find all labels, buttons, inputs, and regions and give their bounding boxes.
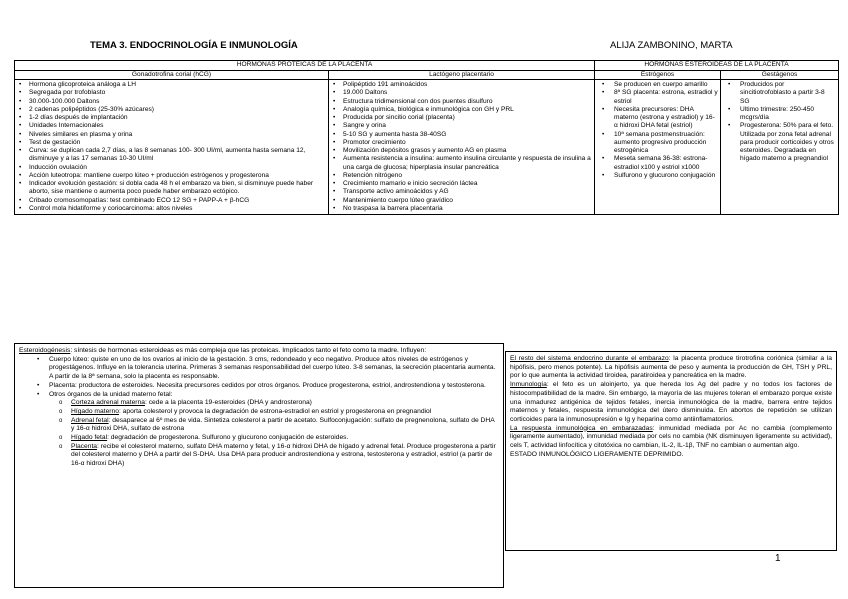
list-item: • Niveles similares en plasma y orina bbox=[17, 131, 326, 139]
endocrine-text: : la placenta produce tirotrofina coriónica (similar a la hipófisis, pero menos potente). La hipófisis aumenta de peso y aumenta la producción de GH, TSH y PRL, por lo que aumenta la actividad tiroidea, paratiroidea y pancreática en la madre. bbox=[510, 355, 832, 380]
list-item bbox=[59, 399, 499, 408]
document-author: ALIJA ZAMBONINO, MARTA bbox=[610, 40, 733, 51]
lactogen-list bbox=[331, 81, 592, 213]
lactogen-cell bbox=[329, 80, 595, 215]
fetal-liver-label: Hígado fetal bbox=[71, 434, 108, 442]
list-item bbox=[59, 443, 499, 469]
list-item: • Acción luteotropa: mantiene cuerpo lúteo + producción estrógenos y progesterona bbox=[17, 172, 326, 180]
immunology-paragraph bbox=[510, 381, 832, 425]
list-item: • Mantenimiento cuerpo lúteo gravídico bbox=[331, 197, 592, 205]
immunology-text: : el feto es un aloinjerto, ya que hereda los Ag del padre y no todos los factores de histocompatibilidad de la madre. Sin embargo, la mayoría de las mujeres toleran el embarazo porque existe una inmadurez antigénica de tejidos fetales, inercia inmunológica de la madre, barrera entre tejidos maternos y fetales, respuesta inmunológica del útero disminuida. En abortos de repetición se utilizan corticoides para la inmunosupresión e Ig y heparina como antiinflamatorios. bbox=[510, 381, 832, 423]
steroid-hormones-header: HORMONAS ESTEROIDEAS DE LA PLACENTA bbox=[595, 61, 839, 71]
gestagen-column-header: Gestágenos bbox=[721, 70, 839, 80]
list-item: • Indicador evolución gestación: si dobla cada 48 h el embarazo va bien, si disminuye puede haber aborto, sise mantiene o aumenta poco puede haber embarazo ectópico. bbox=[17, 180, 326, 197]
list-item: • Estructura tridimensional con dos puentes disulfuro bbox=[331, 98, 592, 106]
page-number: 1 bbox=[775, 553, 781, 564]
corpus-luteum-label: Cuerpo lúteo bbox=[49, 355, 88, 363]
list-item: • Analogía química, biológica e inmunológica con GH y PRL bbox=[331, 106, 592, 114]
steroidogenesis-intro-text: : síntesis de hormonas esteroideas es más compleja que las proteicas. Implicados tanto el feto como la madre. Influyen: bbox=[70, 347, 427, 354]
list-item: • 10ª semana postmenstruación: aumento progresivo producción estrogénica bbox=[597, 131, 718, 156]
list-item: • Polipéptido 191 aminoácidos bbox=[331, 81, 592, 89]
list-item: • Movilización depósitos grasos y aumento AG en plasma bbox=[331, 147, 592, 155]
steroid-sources-list bbox=[37, 356, 499, 469]
list-item: • Producidos por sincitiotrofoblasto a partir 3-8 SG bbox=[723, 81, 836, 106]
immune-response-text: : inmunidad mediada por Ac no cambia (complemento ligeramente aumentado), inmunidad mediada por cels no cambia (NK disminuyen ligeramente su actividad), cels T, actividad linfocítica y citotóxica no cambian, IL-2, IL-1β, TNF no cambian o aumentan algo. bbox=[510, 424, 833, 450]
list-item: • Transporte activo aminoácidos y AG bbox=[331, 188, 592, 196]
list-item: • No traspasa la barrera placentaria bbox=[331, 205, 592, 213]
list-item: • Meseta semana 36-38: estrona-estradiol x100 y estriol x1000 bbox=[597, 155, 718, 172]
placenta-sub-label: Placenta bbox=[71, 442, 98, 450]
list-item: • Curva: se duplican cada 2,7 días, a las 8 semanas 100- 300 UI/ml, aumenta hasta semana 12, disminuye y a las 17 semanas 10-30 UI/ml bbox=[17, 147, 326, 164]
hcg-list bbox=[17, 81, 326, 213]
placenta-label: Placenta bbox=[49, 381, 76, 389]
steroidogenesis-intro bbox=[19, 347, 499, 356]
hcg-cell bbox=[15, 80, 329, 215]
document-title: TEMA 3. ENDOCRINOLOGÍA E INMUNOLOGÍA bbox=[90, 40, 298, 51]
hcg-column-header: Gonadotrofina corial (hCG) bbox=[15, 70, 329, 80]
list-item: • Promotor crecimiento bbox=[331, 139, 592, 147]
gestagen-list bbox=[723, 81, 836, 164]
list-item: • 30.000-100.000 Daltons bbox=[17, 98, 326, 106]
protein-hormones-header: HORMONAS PROTEICAS DE LA PLACENTA bbox=[15, 61, 595, 71]
list-item: • Se producen en cuerpo amarillo bbox=[597, 81, 718, 89]
other-organs-text: : bbox=[170, 390, 173, 398]
steroidogenesis-box bbox=[14, 343, 504, 588]
placenta-text: : productora de esteroides. Necesita precursores cedidos por otros órganos. Produce progesterona, estriol, androstendiona y testosterona. bbox=[75, 381, 486, 389]
list-item: • 5-10 SG y aumenta hasta 38-40SG bbox=[331, 131, 592, 139]
list-item bbox=[59, 434, 499, 443]
immune-response-term: La respuesta inmunológica en embarazadas bbox=[510, 424, 653, 432]
placental-hormones-table bbox=[14, 60, 839, 215]
list-item: • Aumenta resistencia a insulina: aumento insulina circulante y respuesta de insulina a una carga de glucosa; hiperplasia insular pancreática bbox=[331, 155, 592, 172]
immunology-term: Inmunología bbox=[510, 381, 547, 389]
corpus-luteum-text: : quiste en uno de los ovarios al inicio de la gestación. 3 cms, redondeado y eco negativo. Produce altos niveles de estrógenos y progestágenos. Influye en la tolerancia uterina. Primeras 3 semanas responsabilidad del cuerpo lúteo. 3-8 semanas, la secreción placentaria aumenta. A partir de la 8ª semana, solo la placenta es responsable. bbox=[49, 355, 496, 381]
list-item: • Cribado cromosomopatías: test combinado ECO 12 SG + PAPP-A + β-hCG bbox=[17, 197, 326, 205]
list-item: • Progesterona: 50% para el feto. Utilizada por zona fetal adrenal para producir corticoides y otros esteroides. Degradada en hígado materno a pregnandiol bbox=[723, 122, 836, 163]
list-item bbox=[37, 382, 499, 391]
list-item bbox=[59, 417, 499, 434]
list-item: • Sangre y orina bbox=[331, 122, 592, 130]
estrogen-cell bbox=[595, 80, 721, 215]
maternal-adrenal-label: Corteza adrenal materna bbox=[71, 399, 145, 407]
estrogen-column-header: Estrógenos bbox=[595, 70, 721, 80]
list-item: • 1-2 días después de implantación bbox=[17, 114, 326, 122]
list-item bbox=[59, 408, 499, 417]
endocrine-paragraph bbox=[510, 355, 832, 381]
list-item: • Segregada por trofoblasto bbox=[17, 89, 326, 97]
list-item: • Necesita precursores: DHA materno (estrona y estradiol) y 16-α hidroxi DHA fetal (estriol) bbox=[597, 106, 718, 131]
list-item: • Unidades Internacionales bbox=[17, 122, 326, 130]
lactogen-column-header: Lactógeno placentario bbox=[329, 70, 595, 80]
list-item: • Inducción ovulación bbox=[17, 164, 326, 172]
list-item: • 19.000 Daltons bbox=[331, 89, 592, 97]
fetal-liver-text: : degradación de progesterona. Sulfurono y glucurono conjugación de esteroides. bbox=[107, 434, 349, 442]
gestagen-cell bbox=[721, 80, 839, 215]
list-item: • Sulfurono y glucurono conjugación bbox=[597, 172, 718, 180]
estrogen-list bbox=[597, 81, 718, 180]
list-item: • Test de gestación bbox=[17, 139, 326, 147]
list-item bbox=[37, 356, 499, 382]
list-item bbox=[37, 391, 499, 469]
list-item: • Control mola hidatiforme y coriocarcinoma: altos niveles bbox=[17, 205, 326, 213]
placenta-sub-text: : recibe el colesterol materno, sulfato DHA materno y fetal, y 16-α hidroxi DHA de hígado y adrenal fetal. Produce progesterona a partir del colesterol materno y DHA a partir del S-DHA. Usa DHA para producir androstendiona y estrona, testosterona y estradiol, estriol (a partir de 16-α hidroxi DHA) bbox=[71, 442, 496, 468]
list-item: • Hormona glicoproteica análoga a LH bbox=[17, 81, 326, 89]
immune-state-conclusion: ESTADO INMUNOLÓGICO LIGERAMENTE DEPRIMIDO. bbox=[510, 450, 684, 458]
maternal-adrenal-text: : cede a la placenta 19-esteroides (DHA y androsterona) bbox=[144, 399, 312, 407]
immune-response-paragraph bbox=[510, 425, 832, 451]
other-organs-label: Otros órganos de la unidad materno fetal bbox=[49, 390, 171, 398]
fetal-adrenal-label: Adrenal fetal bbox=[71, 416, 109, 424]
immunology-box bbox=[505, 351, 837, 551]
fetal-adrenal-text: : desaparece al 6º mes de vida. Sintetiza colesterol a partir de acetato. Sulfoconjugación: sulfato de pregnenolona, sulfato de DHA y 16-α hidroxi DHA, sulfato de estrona bbox=[71, 416, 495, 433]
maternal-liver-text: : aporta colesterol y provoca la degradación de estrona-estradiol en estriol y progesterona en pregnandiol bbox=[118, 407, 432, 415]
list-item: • 2 cadenas polipéptidos (25-30% azúcares) bbox=[17, 106, 326, 114]
list-item: • Producida por sincitio corial (placenta) bbox=[331, 114, 592, 122]
list-item: • Crecimiento mamario e inicio secreción láctea bbox=[331, 180, 592, 188]
list-item: • Retención nitrógeno bbox=[331, 172, 592, 180]
list-item: • 8ª SG placenta: estrona, estradiol y estriol bbox=[597, 89, 718, 106]
endocrine-term: El resto del sistema endocrino durante el embarazo bbox=[510, 355, 669, 362]
steroidogenesis-term: Esteroidogénesis bbox=[19, 347, 71, 354]
other-organs-sublist bbox=[59, 399, 499, 469]
list-item: • Ultimo trimestre: 250-450 mcgrs/día bbox=[723, 106, 836, 123]
maternal-liver-label: Hígado materno bbox=[71, 407, 119, 415]
